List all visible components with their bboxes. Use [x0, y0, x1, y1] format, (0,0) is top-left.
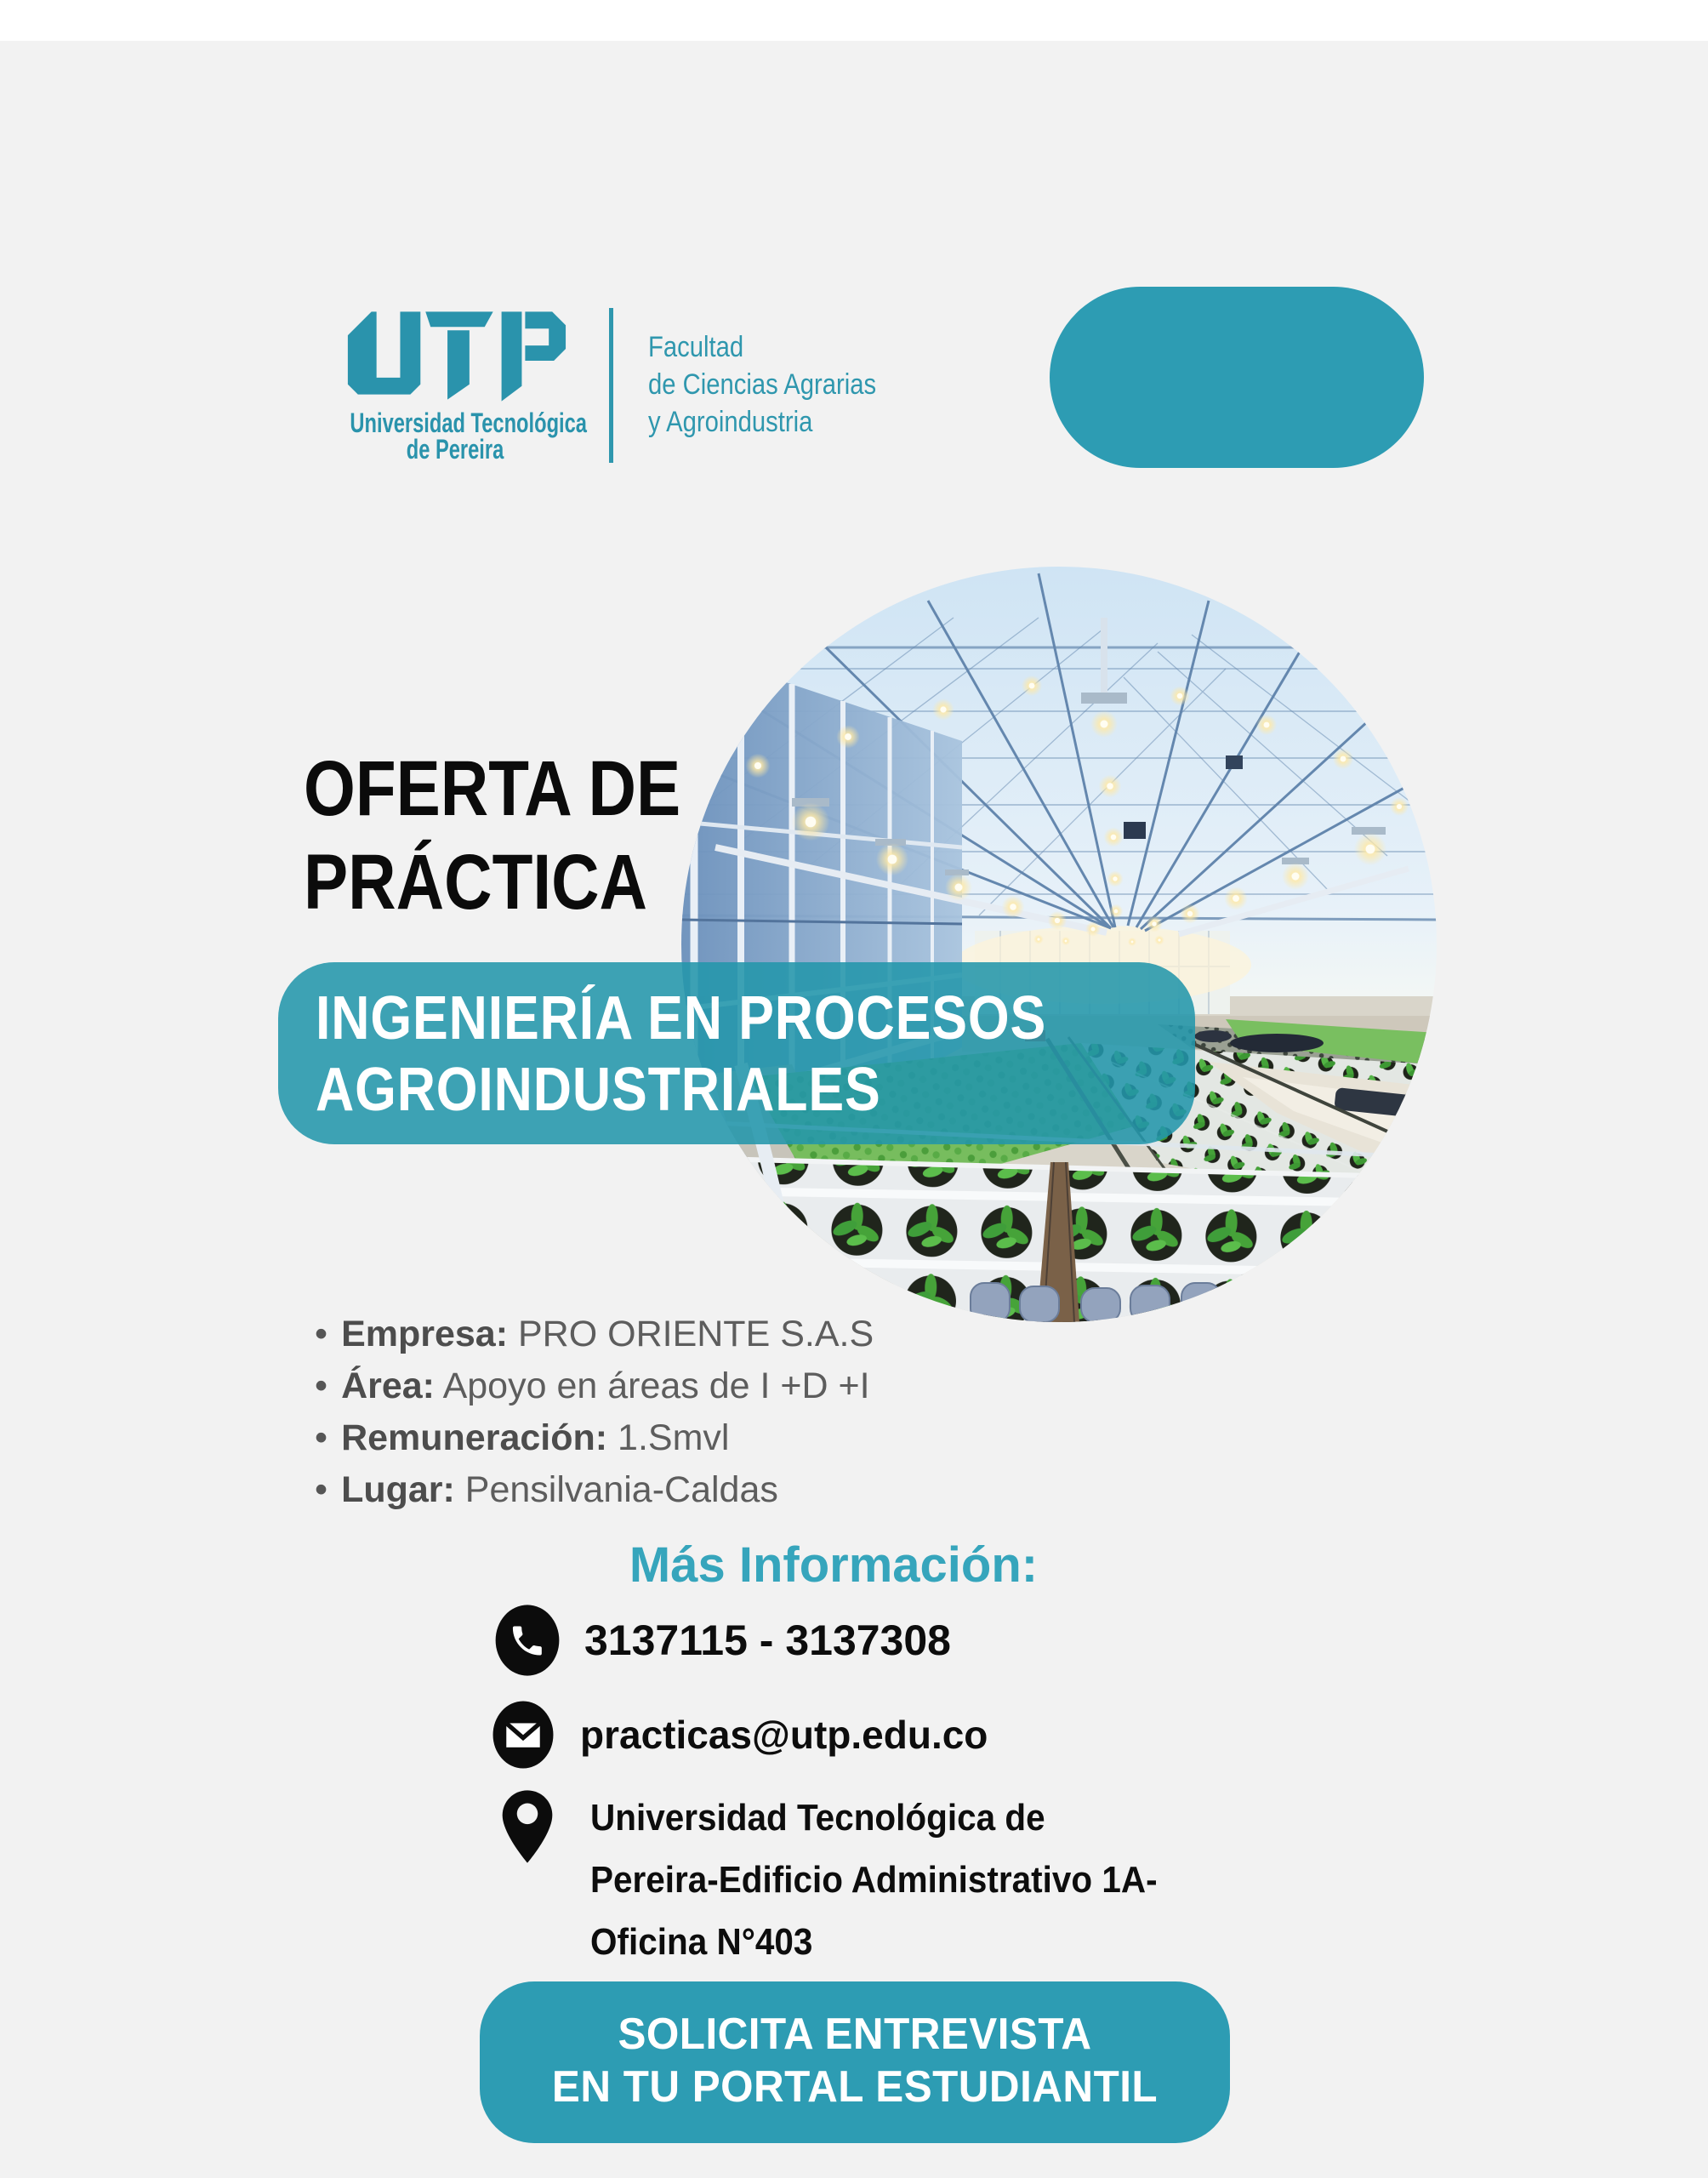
phone-icon [494, 1603, 561, 1678]
faculty-line3: y Agroindustria [648, 406, 813, 438]
detail-value: Pensilvania-Caldas [454, 1469, 778, 1510]
top-white-strip [0, 0, 1708, 41]
cta-button-text [498, 2008, 1211, 2113]
cta-line1: SOLICITA ENTREVISTA [618, 2010, 1092, 2059]
email-address: practicas@utp.edu.co [580, 1713, 988, 1757]
bullet-icon: • [315, 1417, 328, 1458]
faculty-name [648, 328, 876, 441]
phone-number: 3137115 - 3137308 [584, 1616, 951, 1664]
page-title [304, 742, 680, 929]
detail-value: Apoyo en áreas de I +D +I [435, 1366, 870, 1406]
detail-item-remuneracion [315, 1412, 874, 1464]
program-line1: INGENIERÍA EN PROCESOS [316, 984, 1047, 1052]
more-info-heading: Más Información: [629, 1537, 1039, 1593]
address-text [590, 1787, 1158, 1973]
address-row [500, 1787, 1207, 1973]
utp-logo-icon [336, 303, 572, 408]
program-banner-text [316, 983, 1046, 1126]
phone-row [494, 1603, 951, 1678]
program-banner [278, 962, 1195, 1144]
detail-label: Lugar: [341, 1469, 455, 1510]
logo-wordmark-line2: de Pereira [406, 434, 504, 465]
title-line1: OFERTA DE [304, 745, 681, 832]
logo-wordmark-line1: Universidad Tecnológica [350, 408, 587, 438]
bullet-icon: • [315, 1469, 328, 1510]
bullet-icon: • [315, 1366, 328, 1406]
offer-details [315, 1309, 874, 1516]
email-row [492, 1700, 988, 1770]
bullet-icon: • [315, 1314, 328, 1354]
detail-item-lugar [315, 1464, 874, 1516]
program-line2: AGROINDUSTRIALES [316, 1056, 881, 1124]
address-line3: Oficina N°403 [590, 1921, 813, 1963]
greenhouse-photo [681, 567, 1437, 1322]
detail-item-empresa [315, 1309, 874, 1360]
brand-divider [609, 308, 613, 463]
envelope-icon [492, 1700, 555, 1770]
utp-logo-wordmark [350, 408, 587, 465]
detail-value: 1.Smvl [607, 1417, 730, 1458]
cta-button[interactable] [480, 1981, 1230, 2143]
detail-label: Remuneración: [341, 1417, 608, 1458]
cta-line2: EN TU PORTAL ESTUDIANTIL [551, 2062, 1159, 2112]
detail-item-area [315, 1360, 874, 1412]
decorative-teal-pill [1050, 287, 1424, 468]
address-line1: Universidad Tecnológica de [590, 1797, 1045, 1839]
detail-label: Empresa: [341, 1314, 509, 1354]
detail-value: PRO ORIENTE S.A.S [508, 1314, 874, 1354]
faculty-line1: Facultad [648, 331, 744, 363]
faculty-line2: de Ciencias Agrarias [648, 368, 877, 401]
title-line2: PRÁCTICA [304, 839, 648, 926]
detail-label: Área: [341, 1366, 435, 1406]
map-pin-icon [500, 1787, 555, 1867]
address-line2: Pereira-Edificio Administrativo 1A- [590, 1859, 1158, 1901]
